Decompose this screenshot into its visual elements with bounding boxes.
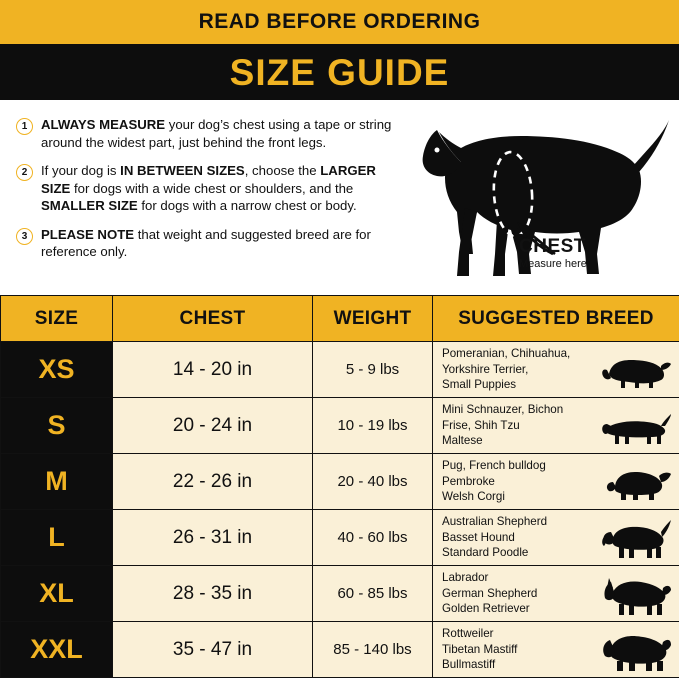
breed-line: Standard Poodle	[442, 546, 529, 560]
table-row	[1, 398, 679, 454]
breed-line: Frise, Shih Tzu	[442, 418, 520, 432]
breed-list	[442, 570, 541, 617]
breed-cell	[433, 398, 679, 454]
instruction-item	[16, 162, 400, 215]
breed-line: Mini Schnauzer, Bichon	[442, 403, 564, 417]
size-value: XS	[1, 342, 113, 398]
chest-value: 22 - 26 in	[113, 454, 313, 510]
instruction-number: 2	[16, 164, 33, 181]
size-guide-banner	[0, 44, 679, 100]
column-header-breed: SUGGESTED BREED	[433, 296, 679, 342]
breed-cell	[433, 510, 679, 566]
chest-value: 26 - 31 in	[113, 510, 313, 566]
column-header-weight: WEIGHT	[313, 296, 433, 342]
chest-label: CHEST	[519, 236, 586, 257]
weight-value: 60 - 85 lbs	[313, 566, 433, 622]
breed-list	[442, 402, 567, 449]
instruction-text: ALWAYS MEASURE your dog’s chest using a tape or string around the widest part, just behind the front legs.	[41, 117, 392, 150]
breed-line: Yorkshire Terrier,	[442, 362, 529, 376]
breed-cell	[433, 342, 679, 398]
breed-line: Maltese	[442, 434, 483, 448]
breed-line: Rottweiler	[442, 627, 494, 641]
column-header-chest: CHEST	[113, 296, 313, 342]
dog-illustration	[401, 104, 673, 294]
breed-list	[442, 626, 521, 673]
breed-line: German Shepherd	[442, 586, 538, 600]
breed-cell	[433, 454, 679, 510]
mastiff-silhouette-icon	[599, 628, 673, 672]
size-guide-title: SIZE GUIDE	[229, 51, 450, 93]
breed-line: Pembroke	[442, 474, 495, 488]
breed-line: Labrador	[442, 571, 489, 585]
size-value: L	[1, 510, 113, 566]
weight-value: 5 - 9 lbs	[313, 342, 433, 398]
chest-value: 35 - 47 in	[113, 622, 313, 678]
size-table	[0, 295, 679, 678]
german-shepherd-silhouette-icon	[599, 572, 673, 616]
size-value: S	[1, 398, 113, 454]
breed-list	[442, 346, 574, 393]
read-before-ordering-banner	[0, 0, 679, 44]
weight-value: 20 - 40 lbs	[313, 454, 433, 510]
beagle-silhouette-icon	[599, 516, 673, 560]
table-row	[1, 342, 679, 398]
breed-list	[442, 514, 551, 561]
chest-value: 14 - 20 in	[113, 342, 313, 398]
breed-line: Golden Retriever	[442, 602, 530, 616]
size-value: XL	[1, 566, 113, 622]
size-value: XXL	[1, 622, 113, 678]
weight-value: 10 - 19 lbs	[313, 398, 433, 454]
breed-line: Bullmastiff	[442, 658, 496, 672]
size-value: M	[1, 454, 113, 510]
chest-value: 28 - 35 in	[113, 566, 313, 622]
table-row	[1, 622, 679, 678]
breed-line: Australian Shepherd	[442, 515, 548, 529]
instruction-list	[0, 110, 400, 261]
breed-cell	[433, 566, 679, 622]
column-header-size: SIZE	[1, 296, 113, 342]
breed-cell	[433, 622, 679, 678]
dachshund-silhouette-icon	[599, 404, 673, 448]
weight-value: 85 - 140 lbs	[313, 622, 433, 678]
pug-silhouette-icon	[599, 460, 673, 504]
instruction-item	[16, 116, 400, 151]
instruction-text: PLEASE NOTE that weight and suggested breed are for reference only.	[41, 226, 371, 260]
chest-sublabel: Measure here	[519, 258, 587, 270]
instructions-section	[0, 100, 679, 295]
breed-line: Welsh Corgi	[442, 490, 505, 504]
instruction-text: If your dog is IN BETWEEN SIZES, choose the LARGER SIZE for dogs with a wide chest or shoulders, and the SMALLER SIZE for dogs with a narrow chest or body.	[41, 163, 376, 214]
chest-value: 20 - 24 in	[113, 398, 313, 454]
breed-line: Basset Hound	[442, 530, 515, 544]
table-header-row	[1, 296, 679, 342]
breed-line: Pug, French bulldog	[442, 459, 546, 473]
table-row	[1, 566, 679, 622]
instruction-number: 1	[16, 118, 33, 135]
pomeranian-silhouette-icon	[599, 348, 673, 392]
table-row	[1, 510, 679, 566]
table-row	[1, 454, 679, 510]
breed-line: Tibetan Mastiff	[442, 642, 518, 656]
breed-line: Pomeranian, Chihuahua,	[442, 347, 571, 361]
instruction-item	[16, 226, 400, 261]
breed-line: Small Puppies	[442, 378, 517, 392]
weight-value: 40 - 60 lbs	[313, 510, 433, 566]
instruction-number: 3	[16, 228, 33, 245]
breed-list	[442, 458, 550, 505]
banner-title: READ BEFORE ORDERING	[198, 10, 481, 33]
